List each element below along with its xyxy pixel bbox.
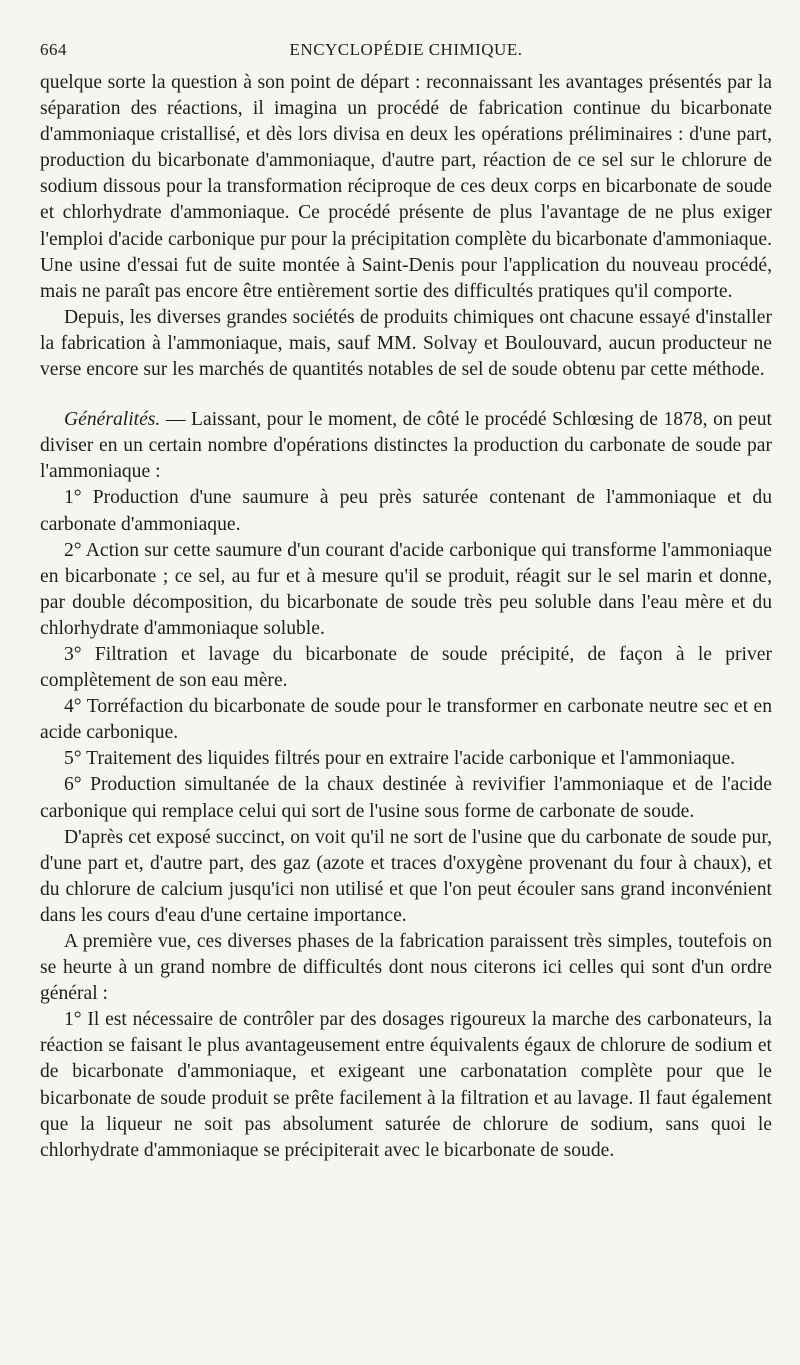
section-title: Généralités. <box>64 409 161 431</box>
section-intro: — Laissant, pour le moment, de côté le procédé Schlœsing de 1878, on peut diviser en un certain nombre d'opérations distinctes la production du carbonate de soude par l'ammoniaque : <box>40 409 772 483</box>
running-head <box>40 40 772 70</box>
step-item: 1° Production d'une saumure à peu près saturée contenant de l'ammoniaque et du carbonate d'ammoniaque. <box>40 487 772 535</box>
step-item: 3° Filtration et lavage du bicarbonate de soude précipité, de façon à le priver complètement de son eau mère. <box>40 643 772 692</box>
paragraph-continued: quelque sorte la question à son point de départ : reconnaissant les avantages présentés par la séparation des réactions, il imagina un procédé de fabrication continue du bicarbonate d'ammoniaque cristallisé, et dès lors divisa en deux les opérations préliminaires : d'une part, production du bicarbonate d'ammoniaque, d'autre part, réaction de ce sel sur le chlorure de sodium dissous pour la transformation réciproque de ces deux corps en bicarbonate de soude et chlorhydrate d'ammoniaque. Ce procédé présente de plus l'avantage de ne plus exiger l'emploi d'acide carbonique pur pour la précipitation complète du bicarbonate d'ammoniaque. Une usine d'essai fut de suite montée à Saint-Denis pour l'application du nouveau procédé, mais ne paraît pas encore être entièrement sortie des difficultés pratiques qu'il comporte. <box>40 72 772 302</box>
step-item: 6° Production simultanée de la chaux destinée à revivifier l'ammoniaque et de l'acide carbonique qui remplace celui qui sort de l'usine sous forme de carbonate de soude. <box>40 774 772 822</box>
section-paragraph <box>40 407 772 485</box>
page-number: 664 <box>40 40 67 59</box>
step-item: 2° Action sur cette saumure d'un courant d'acide carbonique qui transforme l'ammoniaque en bicarbonate ; ce sel, au fur et à mesure qu'il se produit, réagit sur le sel marin et donne, par double décomposition, du bicarbonate de soude très peu soluble dans l'eau mère et du chlorhydrate d'ammoniaque soluble. <box>40 539 772 639</box>
body-text <box>40 70 772 1164</box>
running-title: ENCYCLOPÉDIE CHIMIQUE. <box>289 40 523 59</box>
paragraph: A première vue, ces diverses phases de la fabrication paraissent très simples, toutefois on se heurte à un grand nombre de difficultés dont nous citerons ici celles qui sont d'un ordre général : <box>40 931 772 1005</box>
difficulty-item: 1° Il est nécessaire de contrôler par des dosages rigoureux la marche des carbonateurs, la réaction se faisant le plus avantageusement entre équivalents égaux de chlorure de sodium et de bicarbonate d'ammoniaque, et exigeant une carbonatation complète pour que le bicarbonate de soude produit se prête facilement à la filtration et au lavage. Il faut également que la liqueur ne soit pas absolument saturée de chlorure de sodium, sans quoi le chlorhydrate d'ammoniaque se précipiterait avec le bicarbonate de soude. <box>40 1009 772 1161</box>
step-item: 5° Traitement des liquides filtrés pour en extraire l'acide carbonique et l'ammoniaque. <box>64 748 736 770</box>
paragraph: D'après cet exposé succinct, on voit qu'il ne sort de l'usine que du carbonate de soude pur, d'une part et, d'autre part, des gaz (azote et traces d'oxygène provenant du four à chaux), et du chlorure de calcium jusqu'ici non utilisé et que l'on peut écouler sans grand inconvénient dans les cours d'eau d'une certaine importance. <box>40 826 772 926</box>
paragraph: Depuis, les diverses grandes sociétés de produits chimiques ont chacune essayé d'installer la fabrication à l'ammoniaque, mais, sauf MM. Solvay et Boulouvard, aucun producteur ne verse encore sur les marchés de quantités notables de sel de soude obtenu par cette méthode. <box>40 306 772 381</box>
step-item: 4° Torréfaction du bicarbonate de soude pour le transformer en carbonate neutre sec et en acide carbonique. <box>40 696 772 744</box>
